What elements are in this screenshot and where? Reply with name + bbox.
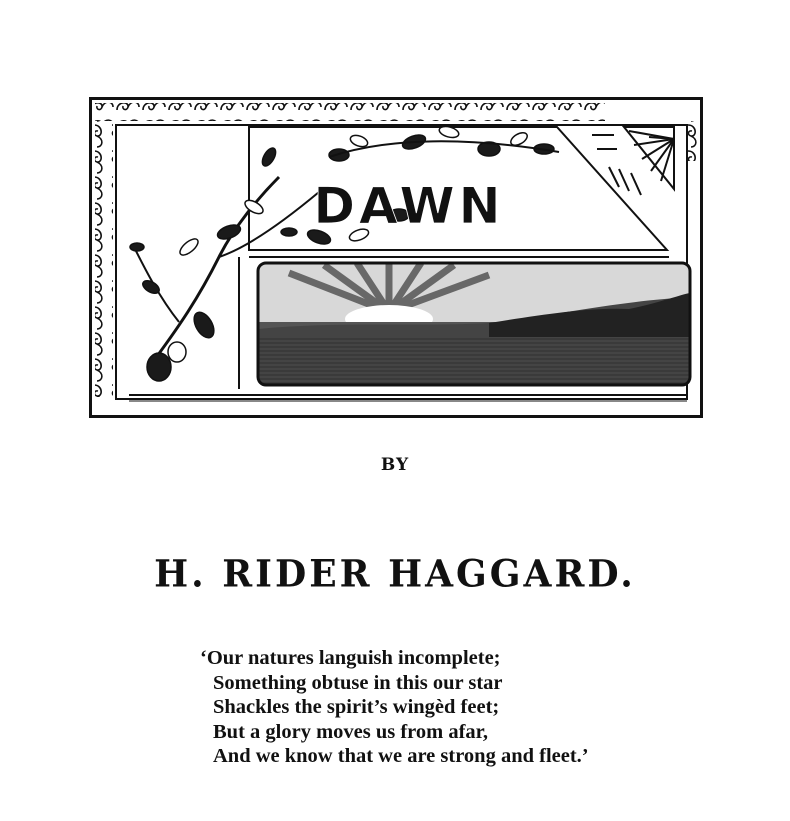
author-name: H. RIDER HAGGARD. <box>154 551 636 597</box>
book-title: DAWN <box>313 177 505 235</box>
epigraph-line: Something obtuse in this our star <box>213 671 503 694</box>
epigraph-line: ‘Our natures languish incomplete; <box>200 647 501 669</box>
epigraph-line: Shackles the spirit’s wingèd feet; <box>213 696 500 718</box>
epigraph-line: And we know that we are strong and fleet.’ <box>213 745 589 767</box>
epigraph <box>200 646 660 769</box>
scroll-border-left <box>95 121 113 397</box>
title-banner-engraving <box>89 97 703 418</box>
epigraph-line: But a glory moves us from afar, <box>213 720 489 743</box>
sunrise-landscape <box>258 263 690 385</box>
byline: BY <box>380 455 410 475</box>
scroll-border-right <box>682 121 698 161</box>
scroll-border-top <box>95 103 605 121</box>
